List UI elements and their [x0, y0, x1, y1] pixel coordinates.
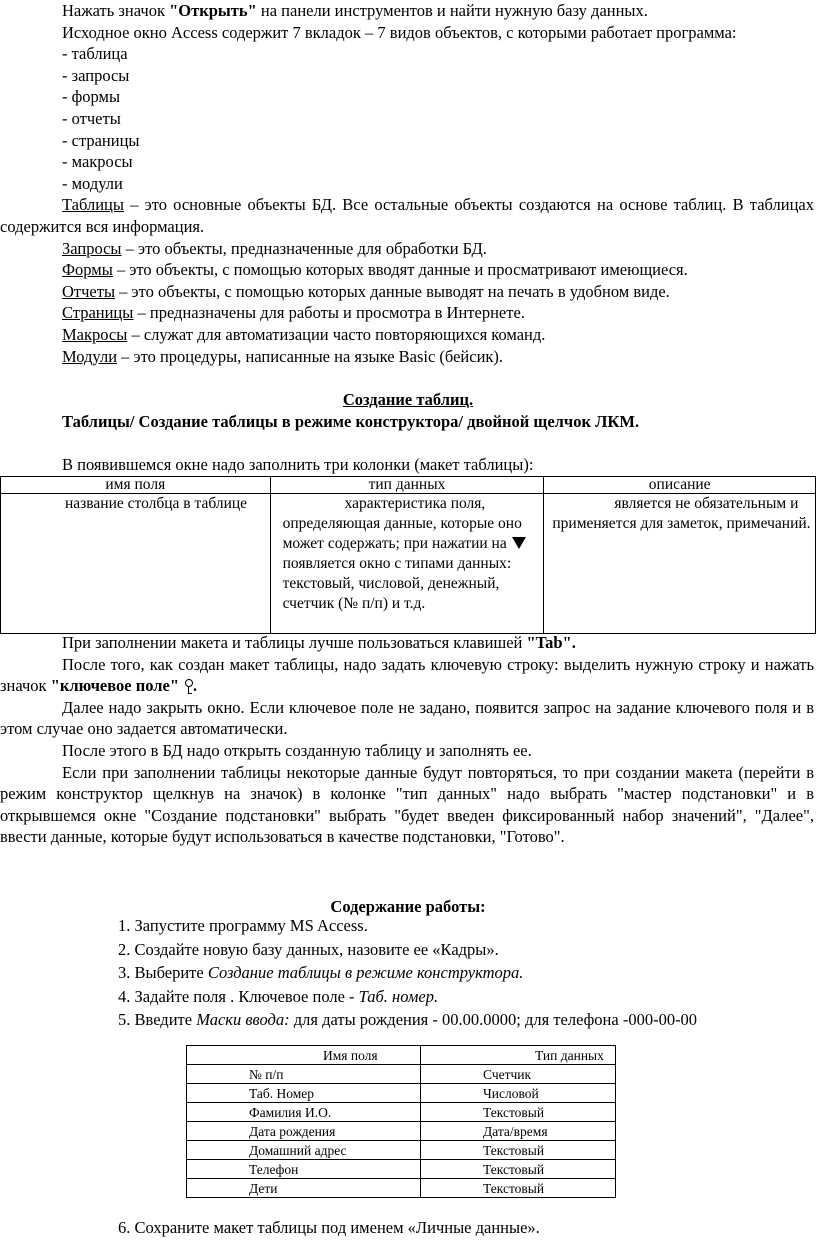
- definition-text: – предназначены для работы и просмотра в Интернете.: [133, 303, 525, 323]
- object-list-item: - макросы: [62, 152, 133, 172]
- object-list-item: - запросы: [62, 65, 130, 85]
- fields-table-row: [187, 1065, 616, 1084]
- object-list-item: - страницы: [62, 130, 140, 150]
- definition-text: – это процедуры, написанные на языке Basic (бейсик).: [117, 346, 504, 366]
- fields-table-row: [187, 1103, 616, 1122]
- field-name: Фамилия И.О.: [187, 1103, 421, 1122]
- definition-forms: [0, 259, 816, 281]
- object-list-item: - модули: [62, 173, 123, 193]
- step-number: 3.: [118, 963, 131, 983]
- definition-macros: [0, 324, 816, 346]
- step-number: 2.: [118, 939, 131, 959]
- type-cell-post: появляется окно с типами данных: текстовый, числовой, денежный, счетчик (№ п/п) и т.д.: [282, 555, 512, 612]
- close-paragraph: Далее надо закрыть окно. Если ключевое поле не задано, появится запрос на задание ключевого поля и в этом случае оно задается автоматически.: [0, 697, 814, 739]
- open-instruction-pre: Нажать значок: [62, 1, 170, 20]
- step-text: Задайте поля . Ключевое поле -: [134, 986, 359, 1006]
- definition-term: Запросы: [62, 238, 122, 258]
- field-type: Текстовый: [421, 1141, 616, 1160]
- step-item: [118, 986, 697, 1010]
- tab-tip: [0, 632, 816, 654]
- field-name: Дети: [187, 1179, 421, 1198]
- field-name: Дата рождения: [187, 1122, 421, 1141]
- field-name: Домашний адрес: [187, 1141, 421, 1160]
- fields-table-row: [187, 1179, 616, 1198]
- field-name: № п/п: [187, 1065, 421, 1084]
- definition-term: Макросы: [62, 324, 128, 344]
- definition-text: – это объекты, предназначенные для обработки БД.: [121, 238, 487, 258]
- key-field-pre: После того, как создан макет таблицы, надо задать ключевую строку: выделить нужную строку и нажать значок: [0, 654, 814, 696]
- step-item: [118, 1009, 697, 1033]
- key-field-bold: "ключевое поле": [50, 676, 180, 696]
- tab-tip-bold: "Tab".: [526, 633, 576, 652]
- open-instruction-bold: "Открыть": [169, 1, 257, 20]
- step-emphasis: Маски ввода:: [196, 1010, 290, 1030]
- open-instruction-post: на панели инструментов и найти нужную базу данных.: [256, 1, 648, 20]
- step-number: 5.: [118, 1010, 131, 1030]
- definition-text: – служат для автоматизации часто повторяющихся команд.: [127, 324, 546, 344]
- steps-list: [118, 915, 697, 1033]
- definition-pages: [0, 302, 816, 324]
- type-cell-pre: характеристика поля, определяющая данные, которые оно может содержать; при нажатии на: [282, 495, 522, 552]
- definition-term: Формы: [62, 260, 113, 280]
- key-field-post: .: [193, 676, 198, 696]
- field-name: Телефон: [187, 1160, 421, 1179]
- layout-table-header: тип данных: [270, 477, 544, 494]
- fill-paragraph: После этого в БД надо открыть созданную таблицу и заполнять ее.: [62, 740, 532, 760]
- field-type: Числовой: [421, 1084, 616, 1103]
- definition-term: Отчеты: [62, 281, 116, 301]
- step-item: [118, 962, 697, 986]
- key-field-paragraph: [0, 654, 816, 697]
- fields-table-header: Имя поля: [187, 1046, 421, 1065]
- field-type: Текстовый: [421, 1103, 616, 1122]
- intro-block: [0, 0, 816, 367]
- definition-text: – это основные объекты БД. Все остальные объекты создаются на основе таблиц. В таблицах содержится вся информация.: [0, 195, 814, 236]
- fields-table-row: [187, 1141, 616, 1160]
- fields-table-row: [187, 1122, 616, 1141]
- after-table-block: [0, 632, 816, 848]
- section-subtitle: Таблицы/ Создание таблицы в режиме конструктора/ двойной щелчок ЛКМ.: [62, 412, 640, 431]
- layout-table-row: [1, 494, 816, 634]
- step-text: Запустите программу MS Access.: [134, 916, 368, 935]
- definition-term: Модули: [62, 346, 118, 366]
- fields-table-row: [187, 1160, 616, 1179]
- layout-table-header: описание: [544, 477, 816, 494]
- field-type: Текстовый: [421, 1179, 616, 1198]
- definition-text: – это объекты, с помощью которых данные выводят на печать в удобном виде.: [115, 281, 670, 301]
- step-number: 6.: [118, 1218, 131, 1237]
- fields-table-row: [187, 1084, 616, 1103]
- lookup-paragraph: Если при заполнении таблицы некоторые данные будут повторяться, то при создании макета (перейти в режим конструктор щелкнув на значок) в колонке "тип данных" надо выбрать "мастер подстановки" и в открывшемся окне "Создание подстановки" выбрать "будет введен фиксированный набор значений", "Далее", ввести данные, которые будут использоваться в качестве подстановки, "Готово".: [0, 762, 814, 847]
- field-name: Таб. Номер: [187, 1084, 421, 1103]
- section-title-create-tables: Создание таблиц.: [342, 390, 474, 409]
- step-text: Введите: [134, 1010, 197, 1030]
- window-line: Исходное окно Access содержит 7 вкладок – 7 видов объектов, с которыми работает программа:: [62, 22, 737, 42]
- step-number: 4.: [118, 986, 131, 1006]
- definition-text: – это объекты, с помощью которых вводят данные и просматривают имеющиеся.: [112, 260, 688, 280]
- key-icon: [183, 678, 193, 694]
- layout-table-cell-type: [270, 494, 544, 634]
- layout-table-header-row: [1, 477, 816, 494]
- step-emphasis: Таб. номер.: [358, 986, 439, 1006]
- fields-table-header: Тип данных: [421, 1046, 616, 1065]
- tab-tip-pre: При заполнении макета и таблицы лучше пользоваться клавишей: [62, 633, 527, 652]
- field-type: Счетчик: [421, 1065, 616, 1084]
- dropdown-triangle-icon: [512, 537, 526, 549]
- table-intro: В появившемся окне надо заполнить три колонки (макет таблицы):: [62, 455, 534, 474]
- object-list-item: - таблица: [62, 44, 128, 64]
- definition-queries: [0, 238, 816, 260]
- last-step: [118, 1217, 808, 1239]
- step-text-post: для даты рождения - 00.00.0000; для телефона -000-00-00: [289, 1010, 698, 1030]
- definition-reports: [0, 281, 816, 303]
- step-number: 1.: [118, 916, 131, 935]
- definition-tables: [0, 194, 816, 237]
- step-item: [118, 915, 697, 939]
- fields-table: [186, 1045, 616, 1198]
- layout-table-cell: является не обязательным и применяется для заметок, примечаний.: [544, 494, 816, 634]
- fields-table-header-row: [187, 1046, 616, 1065]
- definition-modules: [0, 346, 816, 368]
- open-instruction: [0, 0, 816, 22]
- step-text: Создайте новую базу данных, назовите ее «Кадры».: [134, 939, 499, 959]
- layout-table-cell: название столбца в таблице: [1, 494, 271, 634]
- step-text: Сохраните макет таблицы под именем «Личные данные».: [134, 1218, 540, 1237]
- layout-table-header: имя поля: [1, 477, 271, 494]
- definition-term: Таблицы: [62, 195, 124, 215]
- object-list-item: - отчеты: [62, 108, 121, 128]
- step-text: Выберите: [134, 963, 208, 983]
- field-type: Текстовый: [421, 1160, 616, 1179]
- step-item: [118, 939, 697, 963]
- object-list-item: - формы: [62, 87, 121, 107]
- field-type: Дата/время: [421, 1122, 616, 1141]
- definition-term: Страницы: [62, 303, 134, 323]
- step-emphasis: Создание таблицы в режиме конструктора.: [207, 963, 524, 983]
- section-title-work: Содержание работы:: [330, 897, 486, 916]
- layout-table: [0, 476, 816, 634]
